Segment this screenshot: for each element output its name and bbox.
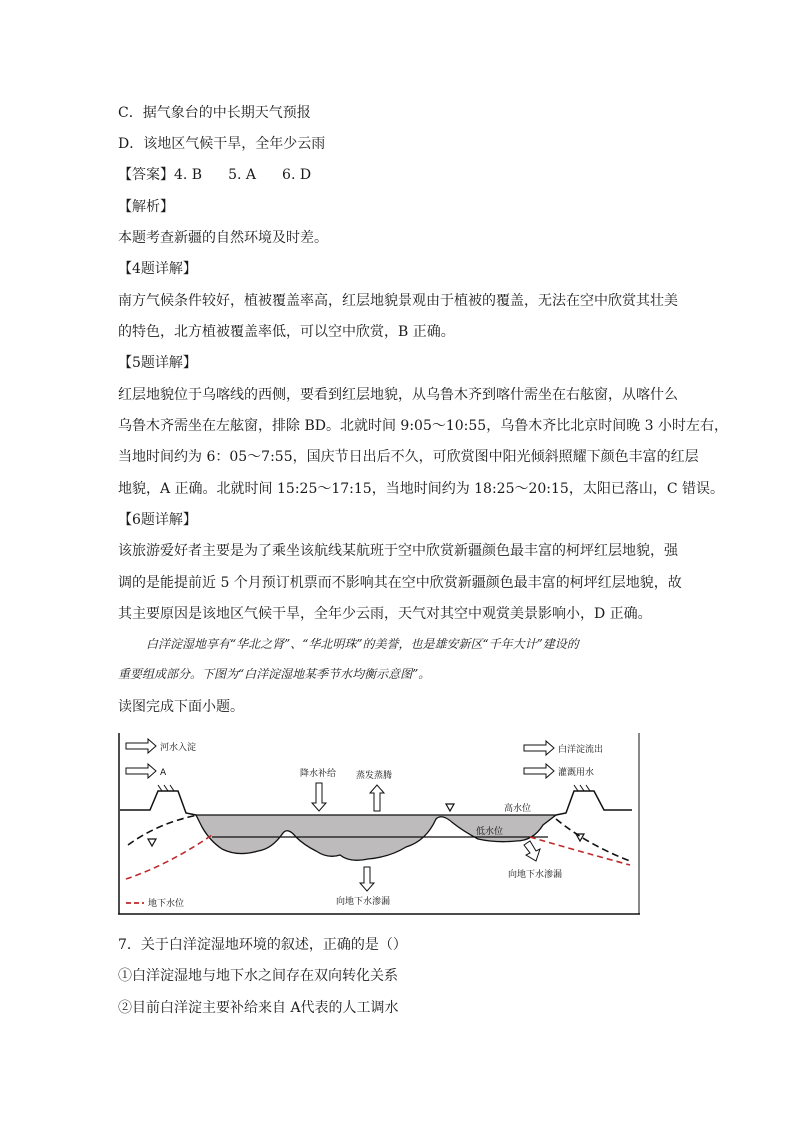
river-inflow-arrow [126,739,156,753]
q6-line: 该旅游爱好者主要是为了乘坐该航线某航班于空中欣赏新疆颜色最丰富的柯坪红层地貌，强 [118,543,678,559]
q4-line: 的特色，北方植被覆盖率低，可以空中欣赏，B 正确。 [118,324,455,340]
seepage-bottom-label: 向地下水渗漏 [336,897,391,907]
groundwater-legend-label: 地下水位 [148,899,185,909]
answer-label: 【答案】 [118,167,174,183]
wetland-water-body [196,815,556,860]
groundwater-level-left [126,835,212,879]
wetland-water-balance-diagram [118,733,640,915]
q5-line: 当地时间约为 6：05～7:55，国庆节日出后不久，可欣赏图中阳光倾斜照耀下颜色丰富的红层 [118,449,699,465]
answer-item: 5. A [228,167,257,183]
analysis-label: 【解析】 [118,199,174,215]
a-inflow-arrow [126,764,156,778]
irrigation-arrow [524,764,554,778]
option-d: D．该地区气候干旱，全年少云雨 [118,136,326,152]
evaporation-arrow [370,785,384,811]
q7-option-2: ②目前白洋淀主要补给来自 A代表的人工调水 [118,1000,399,1016]
q4-line: 南方气候条件较好，植被覆盖率高，红层地貌景观由于植被的覆盖，无法在空中欣赏其壮美 [118,293,678,309]
q6-line: 调的是能提前近 5 个月预订机票而不影响其在空中欣赏新疆颜色最丰富的柯坪红层地貌，故 [118,575,682,591]
low-water-label: 低水位 [476,827,504,837]
precipitation-label: 降水补给 [300,769,337,779]
ground-surface [120,791,196,815]
high-water-label: 高水位 [504,804,532,814]
answer-line [118,165,337,185]
seepage-down-arrow [360,867,374,891]
analysis-text: 本题考查新疆的自然环境及时差。 [118,230,328,246]
q4-heading: 【4题详解】 [118,261,197,277]
answer-item: 4. B [174,167,203,183]
q6-line: 其主要原因是该地区气候干旱，全年少云雨，天气对其空中观赏美景影响小，D 正确。 [118,606,652,622]
intro-line-2: 重要组成部分。下图为“白洋淀湿地某季节水均衡示意图”。 [118,667,431,681]
option-c: C．据气象台的中长期天气预报 [118,105,311,121]
evaporation-label: 蒸发蒸腾 [356,771,393,781]
q5-heading: 【5题详解】 [118,355,197,371]
answer-item: 6. D [282,167,312,183]
intro-line-1: 白洋淀湿地享有“华北之肾”、“华北明珠”的美誉，也是雄安新区“千年大计”建设的 [146,637,579,651]
q5-line: 乌鲁木齐需坐在左舷窗，排除 BD。北就时间 9:05～10:55，乌鲁木齐比北京时间晚 3 小时左右， [118,418,729,434]
q5-line: 红层地貌位于乌喀线的西侧，要看到红层地貌，从乌鲁木齐到喀什需坐在右舷窗，从喀什么 [118,387,678,403]
seepage-right-label: 向地下水渗漏 [508,870,563,880]
q7-stem: 7．关于白洋淀湿地环境的叙述，正确的是（） [118,937,407,953]
a-label: A [160,768,167,778]
precipitation-arrow [312,783,326,811]
q6-heading: 【6题详解】 [118,512,197,528]
q5-line: 地貌，A 正确。北就时间 15:25～17:15，当地时间约为 18:25～20:15，太阳已落山，C 错误。 [118,481,725,497]
outflow-label: 白洋淀流出 [558,745,604,755]
river-inflow-label: 河水入淀 [160,743,197,753]
irrigation-label: 灌溉用水 [558,768,595,778]
instruction: 读图完成下面小题。 [118,699,244,715]
outflow-arrow [524,741,554,755]
q7-option-1: ①白洋淀湿地与地下水之间存在双向转化关系 [118,968,398,984]
seepage-right-arrow [524,841,540,861]
